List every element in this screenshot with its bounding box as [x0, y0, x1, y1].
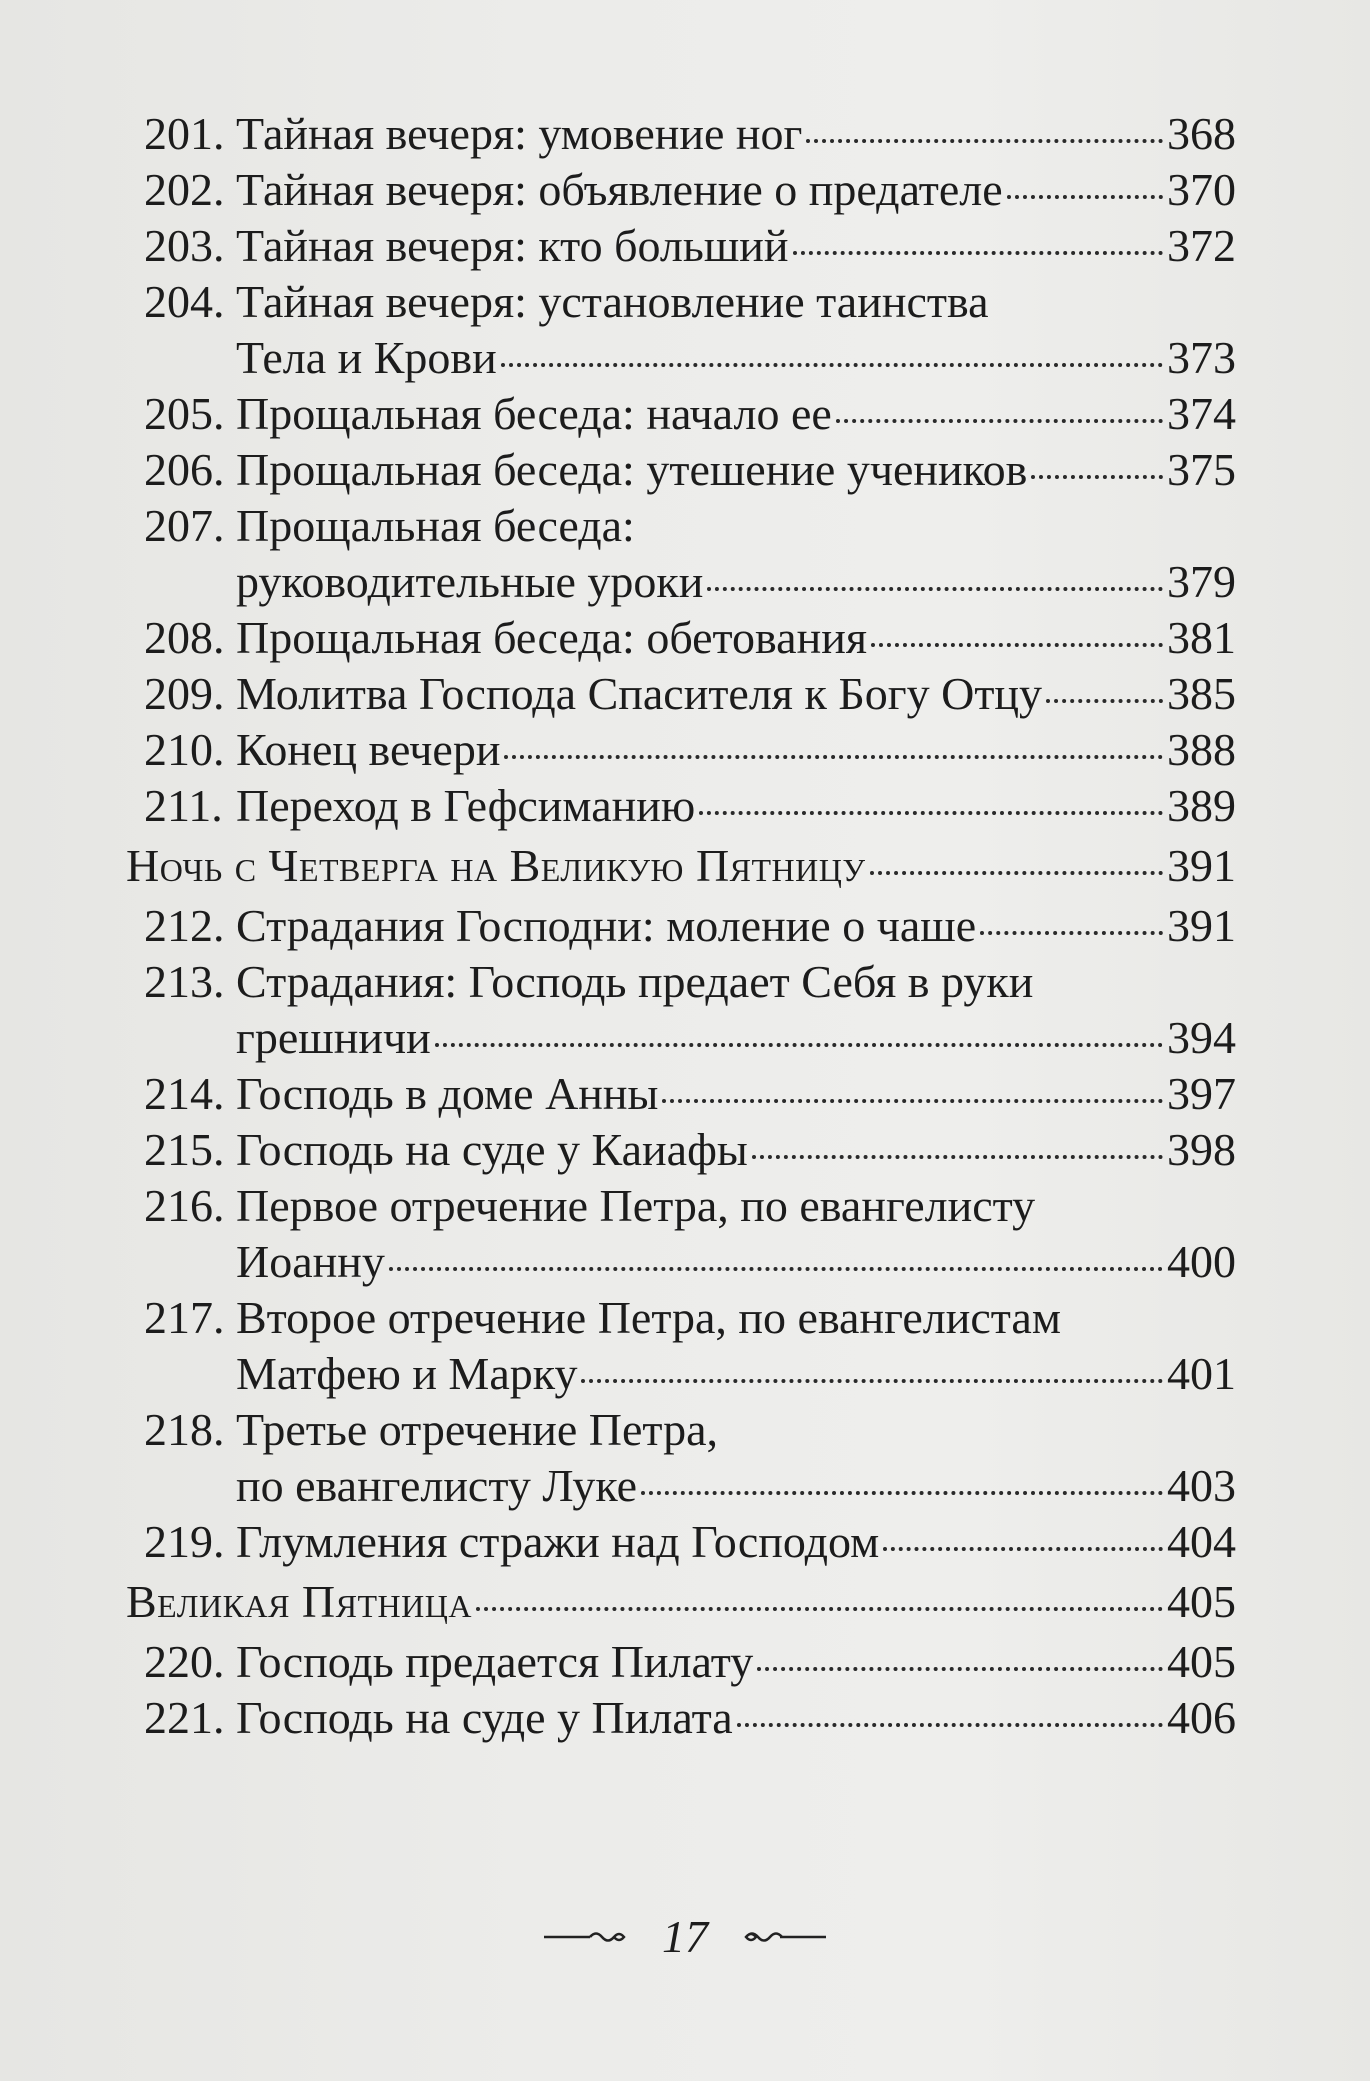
- page-reference: 389: [1167, 780, 1236, 831]
- entry-title: руководительные уроки: [236, 556, 704, 607]
- toc-line: [236, 1178, 1236, 1234]
- entry-number: 218.: [144, 1404, 225, 1455]
- dot-leader: [793, 251, 1163, 255]
- toc-line: [236, 1346, 1236, 1402]
- right-ornament-icon: [738, 1927, 828, 1947]
- toc-entry: [126, 1122, 1236, 1178]
- entry-title: Второе отречение Петра, по евангелистам: [236, 1292, 1061, 1343]
- entry-title: Господь предается Пилату: [236, 1636, 754, 1687]
- page-reference: 406: [1167, 1692, 1236, 1743]
- toc-line: [236, 1010, 1236, 1066]
- section-title: Ночь с Четверга на Великую Пятницу: [126, 840, 866, 891]
- entry-number: 220.: [144, 1636, 225, 1687]
- page-reference: 368: [1167, 108, 1236, 159]
- dot-leader: [504, 755, 1163, 759]
- page-reference: 373: [1167, 332, 1236, 383]
- toc-line: [236, 778, 1236, 834]
- section-title: Великая Пятница: [126, 1576, 472, 1627]
- page-reference: 385: [1167, 668, 1236, 719]
- dot-leader: [1046, 699, 1163, 703]
- page-reference: 394: [1167, 1012, 1236, 1063]
- toc-entry: [126, 162, 1236, 218]
- toc-entry: [126, 1066, 1236, 1122]
- entry-title: Тайная вечеря: кто больший: [236, 220, 789, 271]
- toc-entry: [126, 954, 1236, 1066]
- table-of-contents: [126, 106, 1236, 1746]
- toc-line: [236, 330, 1236, 386]
- entry-title: Молитва Господа Спасителя к Богу Отцу: [236, 668, 1043, 719]
- toc-entry: [126, 274, 1236, 386]
- entry-number: 204.: [144, 276, 225, 327]
- page-reference: 403: [1167, 1460, 1236, 1511]
- page-reference: 398: [1167, 1124, 1236, 1175]
- entry-number: 207.: [144, 500, 225, 551]
- entry-title: Тайная вечеря: умовение ног: [236, 108, 803, 159]
- entry-title: Прощальная беседа: начало ее: [236, 388, 832, 439]
- toc-entry: [126, 106, 1236, 162]
- entry-title: Господь на суде у Пилата: [236, 1692, 733, 1743]
- dot-leader: [870, 871, 1163, 875]
- page-reference: 397: [1167, 1068, 1236, 1119]
- entry-title: Тайная вечеря: установление таинства: [236, 276, 989, 327]
- toc-section-heading: [126, 838, 1236, 894]
- entry-title: Страдания: Господь предает Себя в руки: [236, 956, 1034, 1007]
- left-ornament-icon: [542, 1927, 632, 1947]
- page-reference: 381: [1167, 612, 1236, 663]
- entry-title: Тайная вечеря: объявление о предателе: [236, 164, 1003, 215]
- page-reference: 391: [1167, 840, 1236, 891]
- entry-title: Господь на суде у Каиафы: [236, 1124, 748, 1175]
- entry-number: 206.: [144, 444, 225, 495]
- entry-number: 214.: [144, 1068, 225, 1119]
- dot-leader: [641, 1491, 1163, 1495]
- toc-line: [236, 498, 1236, 554]
- entry-title: Третье отречение Петра,: [236, 1404, 719, 1455]
- entry-title: Конец вечери: [236, 724, 501, 775]
- page-reference: 391: [1167, 900, 1236, 951]
- page-reference: 370: [1167, 164, 1236, 215]
- toc-entry: [126, 722, 1236, 778]
- toc-line: [236, 1234, 1236, 1290]
- toc-line: [236, 218, 1236, 274]
- toc-line: [236, 898, 1236, 954]
- entry-number: 202.: [144, 164, 225, 215]
- dot-leader: [476, 1607, 1163, 1611]
- entry-title: Господь в доме Анны: [236, 1068, 659, 1119]
- toc-line: [236, 106, 1236, 162]
- toc-line: [236, 1634, 1236, 1690]
- toc-line: [236, 1402, 1236, 1458]
- toc-entry: [126, 442, 1236, 498]
- toc-line: [236, 274, 1236, 330]
- toc-entry: [126, 898, 1236, 954]
- toc-line: [126, 838, 1236, 894]
- entry-number: 209.: [144, 668, 225, 719]
- toc-line: [236, 442, 1236, 498]
- dot-leader: [581, 1379, 1163, 1383]
- entry-title: Прощальная беседа:: [236, 500, 635, 551]
- toc-line: [236, 954, 1236, 1010]
- toc-line: [236, 722, 1236, 778]
- entry-title: грешничи: [236, 1012, 431, 1063]
- entry-number: 221.: [144, 1692, 225, 1743]
- toc-line: [236, 162, 1236, 218]
- entry-number: 219.: [144, 1516, 225, 1567]
- page-reference: 405: [1167, 1636, 1236, 1687]
- entry-number: 208.: [144, 612, 225, 663]
- entry-number: 215.: [144, 1124, 225, 1175]
- entry-number: 213.: [144, 956, 225, 1007]
- entry-title: по евангелисту Луке: [236, 1460, 638, 1511]
- dot-leader: [1031, 475, 1163, 479]
- toc-line: [236, 554, 1236, 610]
- dot-leader: [435, 1043, 1163, 1047]
- entry-number: 211.: [144, 780, 223, 831]
- entry-title: Прощальная беседа: обетования: [236, 612, 867, 663]
- toc-line: [236, 610, 1236, 666]
- toc-entry: [126, 1634, 1236, 1690]
- toc-line: [236, 1122, 1236, 1178]
- entry-number: 217.: [144, 1292, 225, 1343]
- toc-line: [236, 1290, 1236, 1346]
- entry-number: 203.: [144, 220, 225, 271]
- dot-leader: [883, 1547, 1163, 1551]
- dot-leader: [836, 419, 1163, 423]
- page-reference: 375: [1167, 444, 1236, 495]
- page-reference: 372: [1167, 220, 1236, 271]
- toc-entry: [126, 1514, 1236, 1570]
- page-number: 17: [662, 1911, 708, 1962]
- dot-leader: [501, 363, 1163, 367]
- dot-leader: [806, 139, 1163, 143]
- toc-entry: [126, 1178, 1236, 1290]
- toc-entry: [126, 386, 1236, 442]
- dot-leader: [980, 931, 1163, 935]
- page-reference: 404: [1167, 1516, 1236, 1567]
- toc-entry: [126, 1690, 1236, 1746]
- entry-number: 210.: [144, 724, 225, 775]
- page-reference: 405: [1167, 1576, 1236, 1627]
- entry-title: Страдания Господни: моление о чаше: [236, 900, 977, 951]
- toc-entry: [126, 666, 1236, 722]
- entry-title: Глумления стражи над Господом: [236, 1516, 880, 1567]
- entry-title: Прощальная беседа: утешение учеников: [236, 444, 1028, 495]
- entry-number: 205.: [144, 388, 225, 439]
- entry-number: 201.: [144, 108, 225, 159]
- toc-entry: [126, 498, 1236, 610]
- page-reference: 374: [1167, 388, 1236, 439]
- toc-line: [236, 666, 1236, 722]
- entry-number: 212.: [144, 900, 225, 951]
- dot-leader: [737, 1723, 1163, 1727]
- dot-leader: [871, 643, 1163, 647]
- toc-line: [236, 386, 1236, 442]
- dot-leader: [699, 811, 1163, 815]
- page-reference: 388: [1167, 724, 1236, 775]
- toc-line: [236, 1690, 1236, 1746]
- toc-line: [236, 1514, 1236, 1570]
- entry-title: Тела и Крови: [236, 332, 497, 383]
- toc-line: [236, 1066, 1236, 1122]
- entry-number: 216.: [144, 1180, 225, 1231]
- toc-entry: [126, 778, 1236, 834]
- entry-title: Иоанну: [236, 1236, 385, 1287]
- page-reference: 379: [1167, 556, 1236, 607]
- page-footer: [0, 1910, 1370, 1963]
- dot-leader: [757, 1667, 1163, 1671]
- page-reference: 400: [1167, 1236, 1236, 1287]
- entry-title: Первое отречение Петра, по евангелисту: [236, 1180, 1036, 1231]
- entry-title: Переход в Гефсиманию: [236, 780, 696, 831]
- page-reference: 401: [1167, 1348, 1236, 1399]
- dot-leader: [707, 587, 1163, 591]
- toc-line: [126, 1574, 1236, 1630]
- entry-title: Матфею и Марку: [236, 1348, 578, 1399]
- toc-section-heading: [126, 1574, 1236, 1630]
- toc-line: [236, 1458, 1236, 1514]
- dot-leader: [752, 1155, 1163, 1159]
- toc-entry: [126, 610, 1236, 666]
- toc-entry: [126, 1402, 1236, 1514]
- dot-leader: [389, 1267, 1163, 1271]
- toc-entry: [126, 1290, 1236, 1402]
- dot-leader: [662, 1099, 1163, 1103]
- dot-leader: [1007, 195, 1163, 199]
- toc-entry: [126, 218, 1236, 274]
